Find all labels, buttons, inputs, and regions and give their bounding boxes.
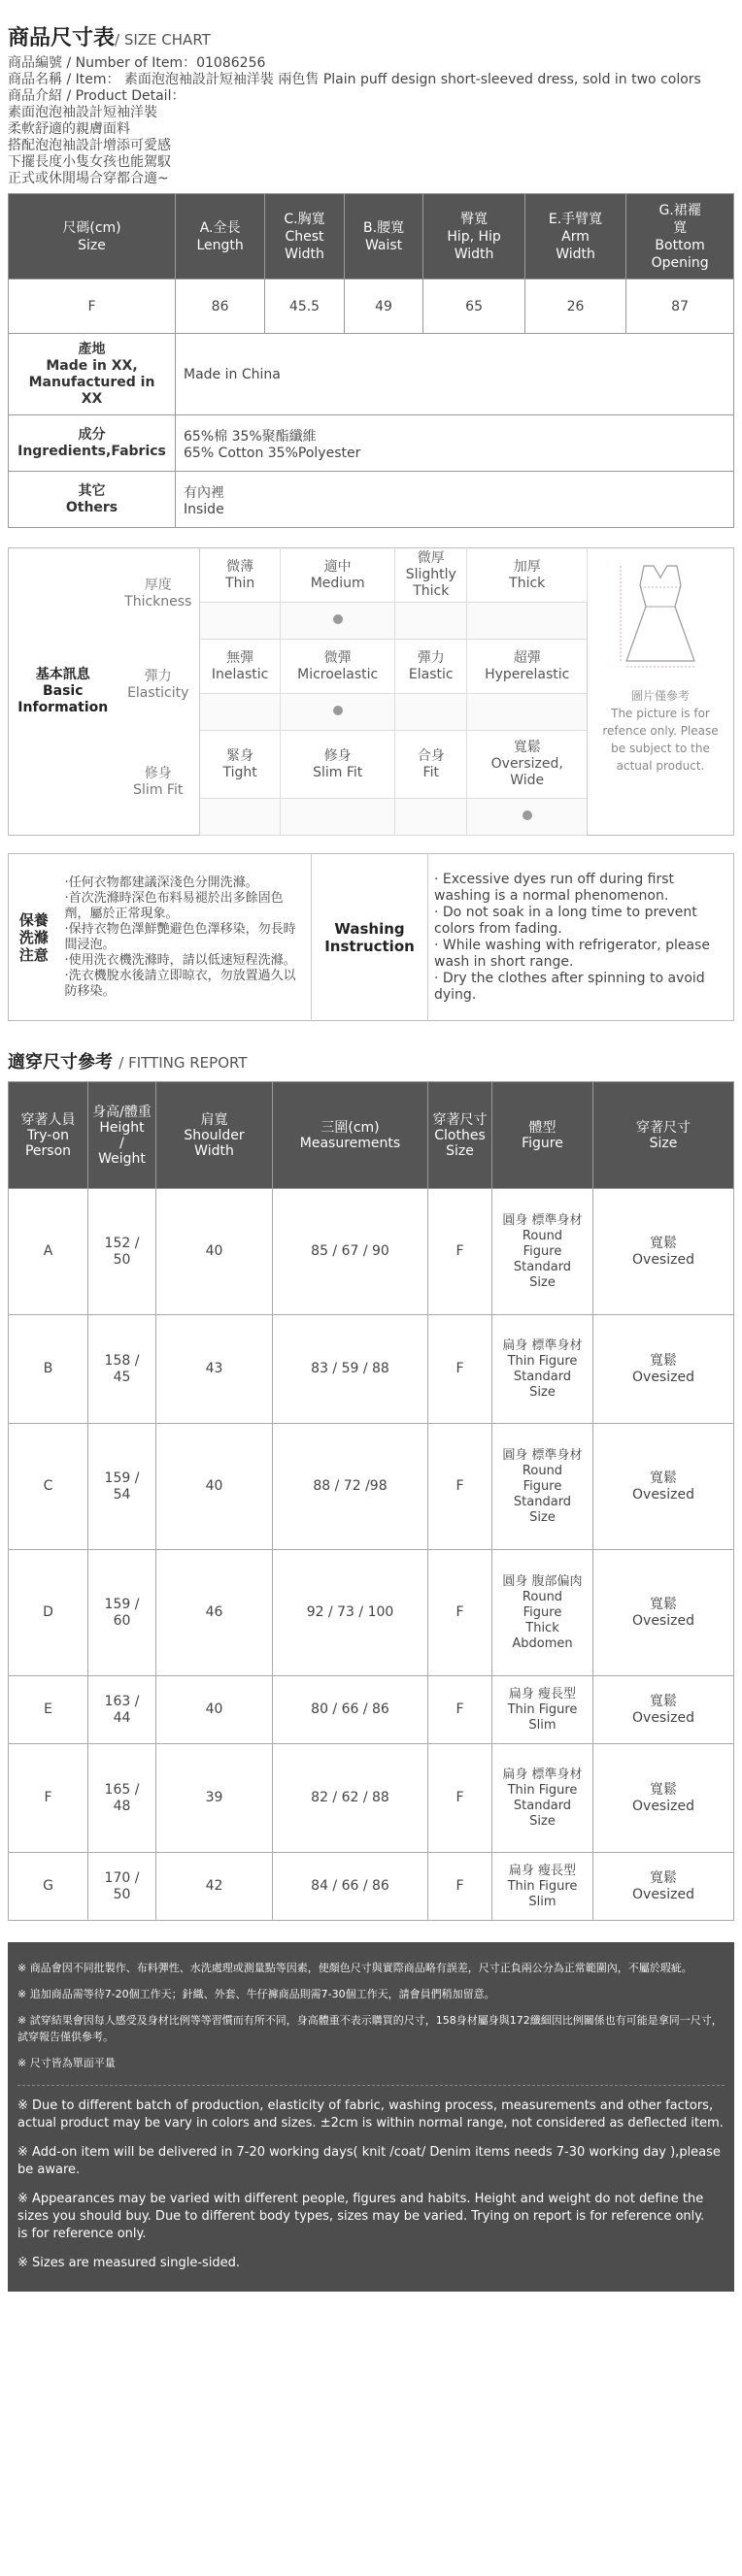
elasticity-indicator	[467, 694, 588, 731]
product-line: 商品介紹 / Product Detail：	[8, 88, 186, 104]
measurements-cell: 84 / 66 / 86	[273, 1853, 428, 1921]
washing-en-item: · Excessive dyes run off during first washing is a normal phenomenon.	[434, 871, 675, 904]
clothes-size-cell: F	[428, 1676, 492, 1744]
shoulder-cell: 46	[156, 1550, 273, 1676]
figure-cell: 扁身 標準身材 Thin Figure Standard Size	[492, 1315, 593, 1424]
washing-title: Washing Instruction	[312, 854, 428, 1021]
figure-cell: 扁身 瘦長型 Thin Figure Slim	[492, 1676, 593, 1744]
clothes-size-cell: F	[428, 1424, 492, 1550]
hip-cell: 65	[423, 280, 525, 334]
fit-option: 合身 Fit	[395, 731, 467, 799]
shoulder-cell: 43	[156, 1315, 273, 1424]
others-value: 有內裡 Inside	[176, 472, 734, 528]
basic-info-label: 基本訊息 Basic Information	[17, 667, 109, 715]
person-header: 穿著人員 Try-on Person	[9, 1082, 88, 1189]
fit-indicator	[395, 799, 467, 836]
hw-cell: 158 / 45	[88, 1315, 156, 1424]
measurements-cell: 82 / 62 / 88	[273, 1744, 428, 1853]
thickness-option: 微厚 Slightly Thick	[395, 548, 467, 603]
shoulder-cell: 40	[156, 1189, 273, 1315]
person-cell: A	[9, 1189, 88, 1315]
washing-table	[8, 853, 734, 1021]
shoulder-header: 肩寬 Shoulder Width	[156, 1082, 273, 1189]
note-en: ※ Sizes are measured single-sided.	[17, 2256, 241, 2270]
selected-dot-icon	[523, 810, 532, 820]
person-cell: B	[9, 1315, 88, 1424]
fit-cell: 寬鬆 Ovesized	[593, 1315, 734, 1424]
table-row	[9, 1676, 734, 1744]
thickness-option: 加厚 Thick	[467, 548, 588, 603]
person-cell: G	[9, 1853, 88, 1921]
figure-header: 體型 Figure	[492, 1082, 593, 1189]
product-line: 柔軟舒適的親膚面料	[8, 121, 130, 137]
washing-label: 保養 洗滌 注意	[18, 910, 49, 964]
washing-en-item: · While washing with refrigerator, please wash in short range.	[434, 937, 710, 970]
ingredients-value: 65%棉 35%聚酯纖維 65% Cotton 35%Polyester	[176, 415, 734, 472]
fit-cell: 寬鬆 Ovesized	[593, 1189, 734, 1315]
table-row	[9, 1189, 734, 1315]
shoulder-cell: 39	[156, 1744, 273, 1853]
waist-cell: 49	[344, 280, 422, 334]
note-en: ※ Due to different batch of production, elasticity of fabric, washing process, measurements and other factors, actual product may be vary in colors and sizes. ±2cm is within normal range, not considered as deflected item.	[17, 2098, 724, 2130]
note-en: ※ Add-on item will be delivered in 7-20 working days( knit /coat/ Denim items needs 7-30 working day ),please be aware.	[17, 2145, 721, 2177]
fit-indicator	[281, 799, 395, 836]
table-row	[9, 1315, 734, 1424]
figure-cell: 扁身 瘦長型 Thin Figure Slim	[492, 1853, 593, 1921]
product-line: 正式或休閒場合穿都合適~	[8, 171, 169, 186]
elasticity-option: 微彈 Microelastic	[281, 640, 395, 694]
fit-option: 寬鬆 Oversized, Wide	[467, 731, 588, 799]
hw-cell: 159 / 54	[88, 1424, 156, 1550]
figure-cell: 圓身 標準身材 Round Figure Standard Size	[492, 1424, 593, 1550]
measurements-cell: 80 / 66 / 86	[273, 1676, 428, 1744]
hw-cell: 170 / 50	[88, 1853, 156, 1921]
person-cell: D	[9, 1550, 88, 1676]
clothes-size-cell: F	[428, 1744, 492, 1853]
waist-header: B.腰寬 Waist	[344, 194, 422, 280]
others-label: 其它 Others	[9, 472, 176, 528]
thickness-indicator	[467, 603, 588, 640]
clothes-size-header: 穿著尺寸 Clothes Size	[428, 1082, 492, 1189]
elasticity-option: 超彈 Hyperelastic	[467, 640, 588, 694]
length-cell: 86	[176, 280, 265, 334]
person-cell: F	[9, 1744, 88, 1853]
arm-header: E.手臂寬 Arm Width	[524, 194, 625, 280]
clothes-size-cell: F	[428, 1853, 492, 1921]
table-row	[9, 1853, 734, 1921]
hw-cell: 159 / 60	[88, 1550, 156, 1676]
product-info	[8, 55, 734, 187]
clothes-size-cell: F	[428, 1315, 492, 1424]
fit-cell: 寬鬆 Ovesized	[593, 1424, 734, 1550]
bottom-cell: 87	[626, 280, 734, 334]
picture-caption-zh: 圖片僅參考	[630, 689, 690, 703]
shoulder-cell: 42	[156, 1853, 273, 1921]
table-row	[9, 1550, 734, 1676]
hw-cell: 165 / 48	[88, 1744, 156, 1853]
thickness-indicator	[200, 603, 281, 640]
arm-cell: 26	[524, 280, 625, 334]
fit-cell: 寬鬆 Ovesized	[593, 1676, 734, 1744]
chest-header: C.胸寬 Chest Width	[265, 194, 345, 280]
bottom-header: G.裙襬 寬 Bottom Opening	[626, 194, 734, 280]
elasticity-indicator	[395, 694, 467, 731]
table-row	[9, 1744, 734, 1853]
elasticity-indicator	[281, 694, 395, 731]
elasticity-label: 彈力 Elasticity	[118, 640, 200, 731]
thickness-label: 厚度 Thickness	[118, 548, 200, 640]
size-header: 尺碼(cm) Size	[9, 194, 176, 280]
washing-en	[428, 854, 734, 1021]
elasticity-indicator	[200, 694, 281, 731]
thickness-option: 適中 Medium	[281, 548, 395, 603]
fit-cell: 寬鬆 Ovesized	[593, 1744, 734, 1853]
elasticity-option: 彈力 Elastic	[395, 640, 467, 694]
note-zh: ※ 商品會因不同批製作、布料彈性、水洗處理或測量點等因素，使顏色尺寸與實際商品略有誤差，尺寸正負兩公分為正常範圍內，不屬於瑕疵。	[17, 1962, 692, 1974]
hw-cell: 163 / 44	[88, 1676, 156, 1744]
fit-option: 緊身 Tight	[200, 731, 281, 799]
fit-cell: 寬鬆 Ovesized	[593, 1550, 734, 1676]
measurements-cell: 88 / 72 /98	[273, 1424, 428, 1550]
size-table	[8, 193, 734, 528]
washing-en-item: · Dry the clothes after spinning to avoid dying.	[434, 970, 705, 1003]
person-cell: E	[9, 1676, 88, 1744]
washing-zh	[59, 854, 312, 1021]
height-weight-header: 身高/體重 Height / Weight	[88, 1082, 156, 1189]
chest-cell: 45.5	[265, 280, 345, 334]
product-line: 搭配泡泡袖設計增添可愛感	[8, 138, 171, 153]
dress-diagram-icon	[588, 556, 733, 682]
shoulder-cell: 40	[156, 1676, 273, 1744]
fit-option: 修身 Slim Fit	[281, 731, 395, 799]
page-title: 商品尺寸表/ SIZE CHART	[8, 26, 211, 50]
thickness-indicator	[395, 603, 467, 640]
product-line: 素面泡泡袖設計短袖洋裝	[8, 105, 157, 120]
fit-cell: 寬鬆 Ovesized	[593, 1853, 734, 1921]
selected-dot-icon	[333, 706, 343, 715]
clothes-size-cell: F	[428, 1189, 492, 1315]
selected-dot-icon	[333, 614, 343, 624]
thickness-option: 微薄 Thin	[200, 548, 281, 603]
thickness-indicator	[281, 603, 395, 640]
product-line: 商品名稱 / Item： 素面泡泡袖設計短袖洋裝 兩色售 Plain puff design short-sleeved dress, sold in two colors	[8, 72, 701, 87]
washing-zh-item: ‧任何衣物都建議深淺色分開洗滌。	[64, 875, 258, 890]
origin-label: 產地 Made in XX, Manufactured in XX	[9, 334, 176, 415]
fit-indicator	[467, 799, 588, 836]
ingredients-label: 成分 Ingredients,Fabrics	[9, 415, 176, 472]
picture-caption-en: The picture is for refence only. Please be subject to the actual product.	[602, 707, 719, 773]
fit-size-header: 穿著尺寸 Size	[593, 1082, 734, 1189]
shoulder-cell: 40	[156, 1424, 273, 1550]
clothes-size-cell: F	[428, 1550, 492, 1676]
measurements-header: 三圍(cm) Measurements	[273, 1082, 428, 1189]
note-zh: ※ 試穿結果會因每人感受及身材比例等等習慣而有所不同，身高體重不表示購買的尺寸，158身材屬身與172纖細因比例關係也有可能是拿同一尺寸，試穿報告僅供參考。	[17, 2014, 723, 2043]
washing-zh-item: ‧使用洗衣機洗滌時，請以低速短程洗滌。	[64, 952, 296, 968]
product-line: 下擺長度小隻女孩也能駕馭	[8, 154, 171, 170]
fitting-title: 適穿尺寸參考 / FITTING REPORT	[8, 1052, 248, 1073]
note-zh: ※ 尺寸皆為單面平量	[17, 2057, 116, 2069]
figure-cell: 圓身 標準身材 Round Figure Standard Size	[492, 1189, 593, 1315]
washing-zh-item: ‧洗衣機脫水後請立即晾衣，勿放置過久以防移染。	[64, 968, 296, 999]
figure-cell: 圓身 腹部偏肉 Round Figure Thick Abdomen	[492, 1550, 593, 1676]
notes-panel	[8, 1942, 734, 2292]
fit-indicator	[200, 799, 281, 836]
length-header: A.全長 Length	[176, 194, 265, 280]
fit-label: 修身 Slim Fit	[118, 731, 200, 836]
note-zh: ※ 追加商品需等待7-20個工作天；針織、外套、牛仔褲商品則需7-30個工作天，請會員們稍加留意。	[17, 1988, 495, 2000]
washing-zh-item: ‧保持衣物色澤鮮艷避色色澤移染，勿長時間浸泡。	[64, 921, 296, 952]
note-en: ※ Appearances may be varied with different people, figures and habits. Height and weight do not define the sizes you should buy. Due to different body types, sizes may be varied. Trying on report is for reference only. is for reference only.	[17, 2192, 705, 2241]
washing-en-item: · Do not soak in a long time to prevent colors from fading.	[434, 904, 697, 937]
notes-divider	[17, 2085, 725, 2086]
hw-cell: 152 / 50	[88, 1189, 156, 1315]
fabric-info-table	[8, 547, 734, 836]
measurements-cell: 92 / 73 / 100	[273, 1550, 428, 1676]
washing-zh-item: ‧首次洗滌時深色布料易褪於出多餘固色劑，屬於正常現象。	[64, 890, 284, 921]
product-line: 商品編號 / Number of Item：01086256	[8, 55, 266, 71]
origin-value: Made in China	[176, 334, 734, 415]
dress-picture	[588, 548, 734, 836]
figure-cell: 扁身 標準身材 Thin Figure Standard Size	[492, 1744, 593, 1853]
elasticity-option: 無彈 Inelastic	[200, 640, 281, 694]
measurements-cell: 83 / 59 / 88	[273, 1315, 428, 1424]
size-cell: F	[9, 280, 176, 334]
measurements-cell: 85 / 67 / 90	[273, 1189, 428, 1315]
table-row	[9, 1424, 734, 1550]
person-cell: C	[9, 1424, 88, 1550]
fitting-table	[8, 1081, 734, 1921]
hip-header: 臀寬 Hip, Hip Width	[423, 194, 525, 280]
